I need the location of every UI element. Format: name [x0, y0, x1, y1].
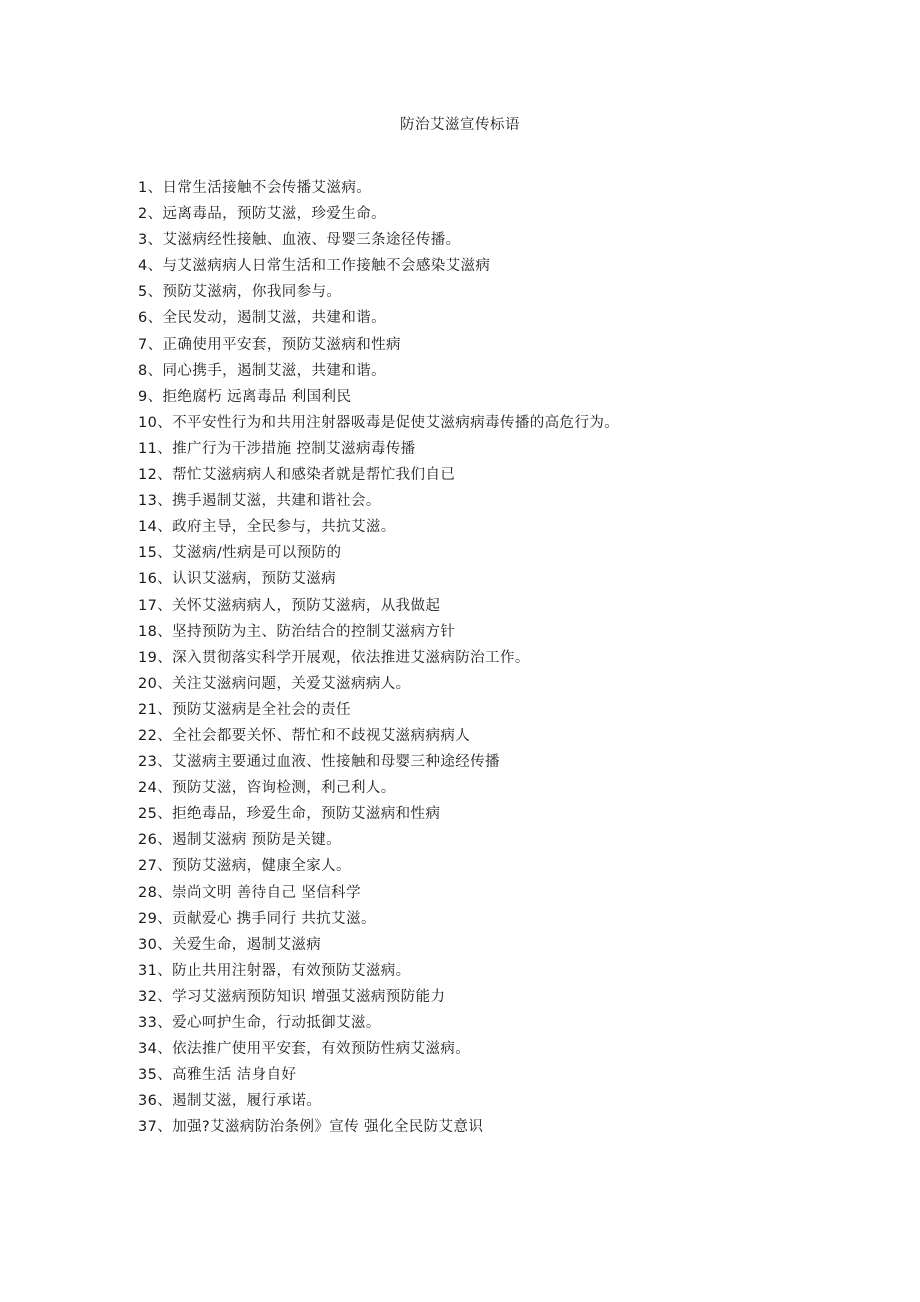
item-text: 学习艾滋病预防知识 增强艾滋病预防能力	[172, 988, 446, 1005]
item-number: 23、	[138, 754, 173, 771]
item-number: 14、	[138, 519, 173, 536]
item-number: 15、	[138, 545, 173, 562]
item-number: 25、	[138, 806, 173, 823]
item-number: 29、	[138, 910, 173, 927]
item-text: 坚持预防为主、防治结合的控制艾滋病方针	[172, 623, 456, 640]
list-item	[138, 856, 838, 882]
list-item	[138, 1013, 838, 1039]
item-number: 12、	[138, 467, 173, 484]
item-number: 7、	[138, 336, 163, 353]
item-number: 8、	[138, 362, 163, 379]
list-item	[138, 961, 838, 987]
list-item	[138, 830, 838, 856]
item-text: 与艾滋病病人日常生活和工作接触不会感染艾滋病	[162, 258, 491, 275]
item-text: 防止共用注射器，有效预防艾滋病。	[172, 962, 411, 979]
item-text: 不平安性行为和共用注射器吸毒是促使艾滋病病毒传播的高危行为。	[172, 414, 620, 431]
item-text: 日常生活接触不会传播艾滋病。	[162, 180, 372, 196]
list-item	[138, 596, 838, 622]
list-item	[138, 465, 838, 491]
list-item	[138, 1065, 838, 1091]
item-text: 深入贯彻落实科学开展观，依法推进艾滋病防治工作。	[172, 649, 530, 666]
item-text: 预防艾滋，咨询检测，利己利人。	[172, 780, 396, 797]
item-number: 36、	[138, 1093, 173, 1110]
item-number: 2、	[138, 206, 163, 223]
item-number: 11、	[138, 440, 173, 457]
item-text: 贡献爱心 携手同行 共抗艾滋。	[172, 910, 376, 927]
list-item	[138, 491, 838, 517]
item-number: 5、	[138, 284, 163, 301]
item-text: 关怀艾滋病病人，预防艾滋病，从我做起	[172, 597, 441, 614]
list-item	[138, 804, 838, 830]
item-text: 推广行为干涉措施 控制艾滋病毒传播	[172, 440, 416, 457]
list-item	[138, 543, 838, 569]
page-title: 防治艾滋宣传标语	[400, 117, 520, 133]
list-item	[138, 778, 838, 804]
list-item	[138, 674, 838, 700]
list-item	[138, 178, 838, 204]
item-number: 27、	[138, 858, 173, 875]
item-number: 21、	[138, 701, 173, 718]
list-item	[138, 361, 838, 387]
item-text: 艾滋病主要通过血液、性接触和母婴三种途经传播	[172, 754, 500, 771]
item-text: 遏制艾滋，履行承诺。	[172, 1093, 322, 1110]
list-item	[138, 387, 838, 413]
item-number: 28、	[138, 884, 173, 901]
item-number: 6、	[138, 310, 163, 327]
item-number: 26、	[138, 832, 173, 849]
item-number: 19、	[138, 649, 173, 666]
item-text: 携手遏制艾滋，共建和谐社会。	[172, 493, 381, 510]
list-item	[138, 1039, 838, 1065]
item-text: 加强?艾滋病防治条例》宣传 强化全民防艾意识	[172, 1119, 484, 1136]
item-number: 4、	[138, 258, 163, 275]
item-text: 帮忙艾滋病病人和感染者就是帮忙我们自已	[172, 467, 456, 484]
list-item	[138, 935, 838, 961]
list-item	[138, 909, 838, 935]
item-text: 艾滋病经性接触、血液、母婴三条途径传播。	[162, 232, 461, 249]
item-number: 18、	[138, 623, 173, 640]
list-item	[138, 752, 838, 778]
list-item	[138, 413, 838, 439]
item-text: 遏制艾滋病 预防是关键。	[172, 832, 342, 849]
item-text: 远离毒品，预防艾滋，珍爱生命。	[162, 206, 387, 223]
item-text: 关注艾滋病问题，关爱艾滋病病人。	[172, 675, 411, 692]
list-item	[138, 1117, 838, 1143]
item-number: 34、	[138, 1041, 173, 1058]
item-text: 关爱生命，遏制艾滋病	[172, 936, 322, 953]
list-item	[138, 256, 838, 282]
list-item	[138, 987, 838, 1013]
item-number: 24、	[138, 780, 173, 797]
item-number: 33、	[138, 1015, 173, 1031]
item-number: 3、	[138, 232, 163, 249]
list-item	[138, 439, 838, 465]
list-item	[138, 726, 838, 752]
item-text: 高雅生活 洁身自好	[172, 1067, 297, 1084]
item-text: 正确使用平安套，预防艾滋病和性病	[162, 336, 401, 353]
list-item	[138, 308, 838, 334]
list-item	[138, 230, 838, 256]
item-text: 崇尚文明 善待自己 坚信科学	[172, 884, 361, 901]
item-text: 依法推广使用平安套，有效预防性病艾滋病。	[172, 1041, 471, 1058]
list-item	[138, 622, 838, 648]
item-text: 政府主导，全民参与，共抗艾滋。	[172, 519, 396, 536]
item-number: 16、	[138, 571, 173, 588]
slogan-list	[138, 178, 838, 1143]
item-number: 35、	[138, 1067, 173, 1084]
item-number: 37、	[138, 1119, 173, 1136]
list-item	[138, 700, 838, 726]
item-number: 20、	[138, 675, 173, 692]
item-text: 预防艾滋病，健康全家人。	[172, 858, 351, 875]
item-text: 预防艾滋病是全社会的责任	[172, 701, 351, 718]
item-text: 拒绝腐朽 远离毒品 利国利民	[162, 388, 352, 405]
item-number: 17、	[138, 597, 173, 614]
item-text: 同心携手，遏制艾滋，共建和谐。	[162, 362, 387, 379]
item-number: 1、	[138, 180, 163, 196]
list-item	[138, 1091, 838, 1117]
list-item	[138, 204, 838, 230]
item-number: 9、	[138, 388, 163, 405]
item-text: 预防艾滋病，你我同参与。	[162, 284, 342, 301]
item-number: 32、	[138, 988, 173, 1005]
item-number: 30、	[138, 936, 173, 953]
list-item	[138, 517, 838, 543]
item-text: 全社会都要关怀、帮忙和不歧视艾滋病病病人	[172, 727, 471, 744]
list-item	[138, 883, 838, 909]
item-text: 爱心呵护生命，行动抵御艾滋。	[172, 1015, 381, 1031]
item-number: 13、	[138, 493, 173, 510]
list-item	[138, 648, 838, 674]
item-text: 全民发动，遏制艾滋，共建和谐。	[162, 310, 387, 327]
item-text: 拒绝毒品，珍爱生命，预防艾滋病和性病	[172, 806, 441, 823]
item-text: 认识艾滋病，预防艾滋病	[172, 571, 337, 588]
list-item	[138, 335, 838, 361]
item-text: 艾滋病/性病是可以预防的	[172, 545, 342, 562]
item-number: 22、	[138, 727, 173, 744]
item-number: 31、	[138, 962, 173, 979]
list-item	[138, 569, 838, 595]
item-number: 10、	[138, 414, 173, 431]
list-item	[138, 282, 838, 308]
